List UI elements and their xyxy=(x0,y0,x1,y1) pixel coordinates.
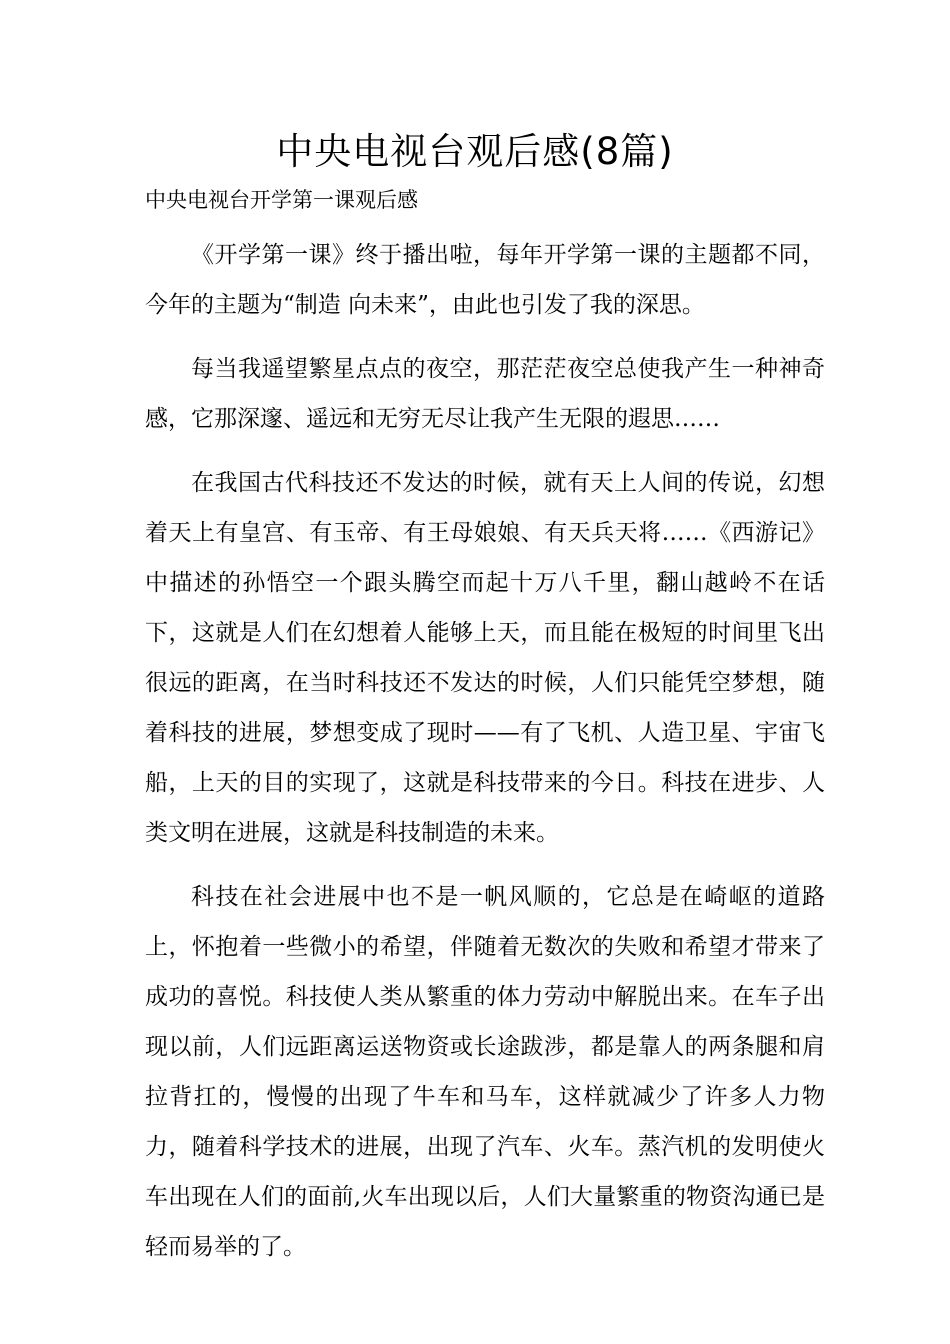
document-title: 中央电视台观后感(8篇) xyxy=(276,130,674,173)
paragraph-1: 《开学第一课》终于播出啦，每年开学第一课的主题都不同，今年的主题为“制造 向未来”，由此也引发了我的深思。 xyxy=(145,242,825,318)
paragraph-4: 科技在社会进展中也不是一帆风顺的，它总是在崎岖的道路上，怀抱着一些微小的希望，伴随着无数次的失败和希望才带来了成功的喜悦。科技使人类从繁重的体力劳动中解脱出来。在车子出现以前，人们远距离运送物资或长途跋涉，都是靠人的两条腿和肩拉背扛的，慢慢的出现了牛车和马车，这样就减少了许多人力物力，随着科学技术的进展，出现了汽车、火车。蒸汽机的发明使火车出现在人们的面前,火车出现以后，人们大量繁重的物资沟通已是轻而易举的了。 xyxy=(145,884,825,1260)
paragraph-2: 每当我遥望繁星点点的夜空，那茫茫夜空总使我产生一种神奇感，它那深邃、遥远和无穷无尽让我产生无限的遐思…… xyxy=(145,356,825,432)
paragraph-3: 在我国古代科技还不发达的时候，就有天上人间的传说，幻想着天上有皇宫、有玉帝、有王母娘娘、有天兵天将……《西游记》中描述的孙悟空一个跟头腾空而起十万八千里，翻山越岭不在话下，这就是人们在幻想着人能够上天，而且能在极短的时间里飞出很远的距离，在当时科技还不发达的时候，人们只能凭空梦想，随着科技的进展，梦想变成了现时——有了飞机、人造卫星、宇宙飞船，上天的目的实现了，这就是科技带来的今日。科技在进步、人类文明在进展，这就是科技制造的未来。 xyxy=(145,470,825,846)
document-body xyxy=(145,230,825,1286)
document-subtitle: 中央电视台开学第一课观后感 xyxy=(145,188,418,212)
